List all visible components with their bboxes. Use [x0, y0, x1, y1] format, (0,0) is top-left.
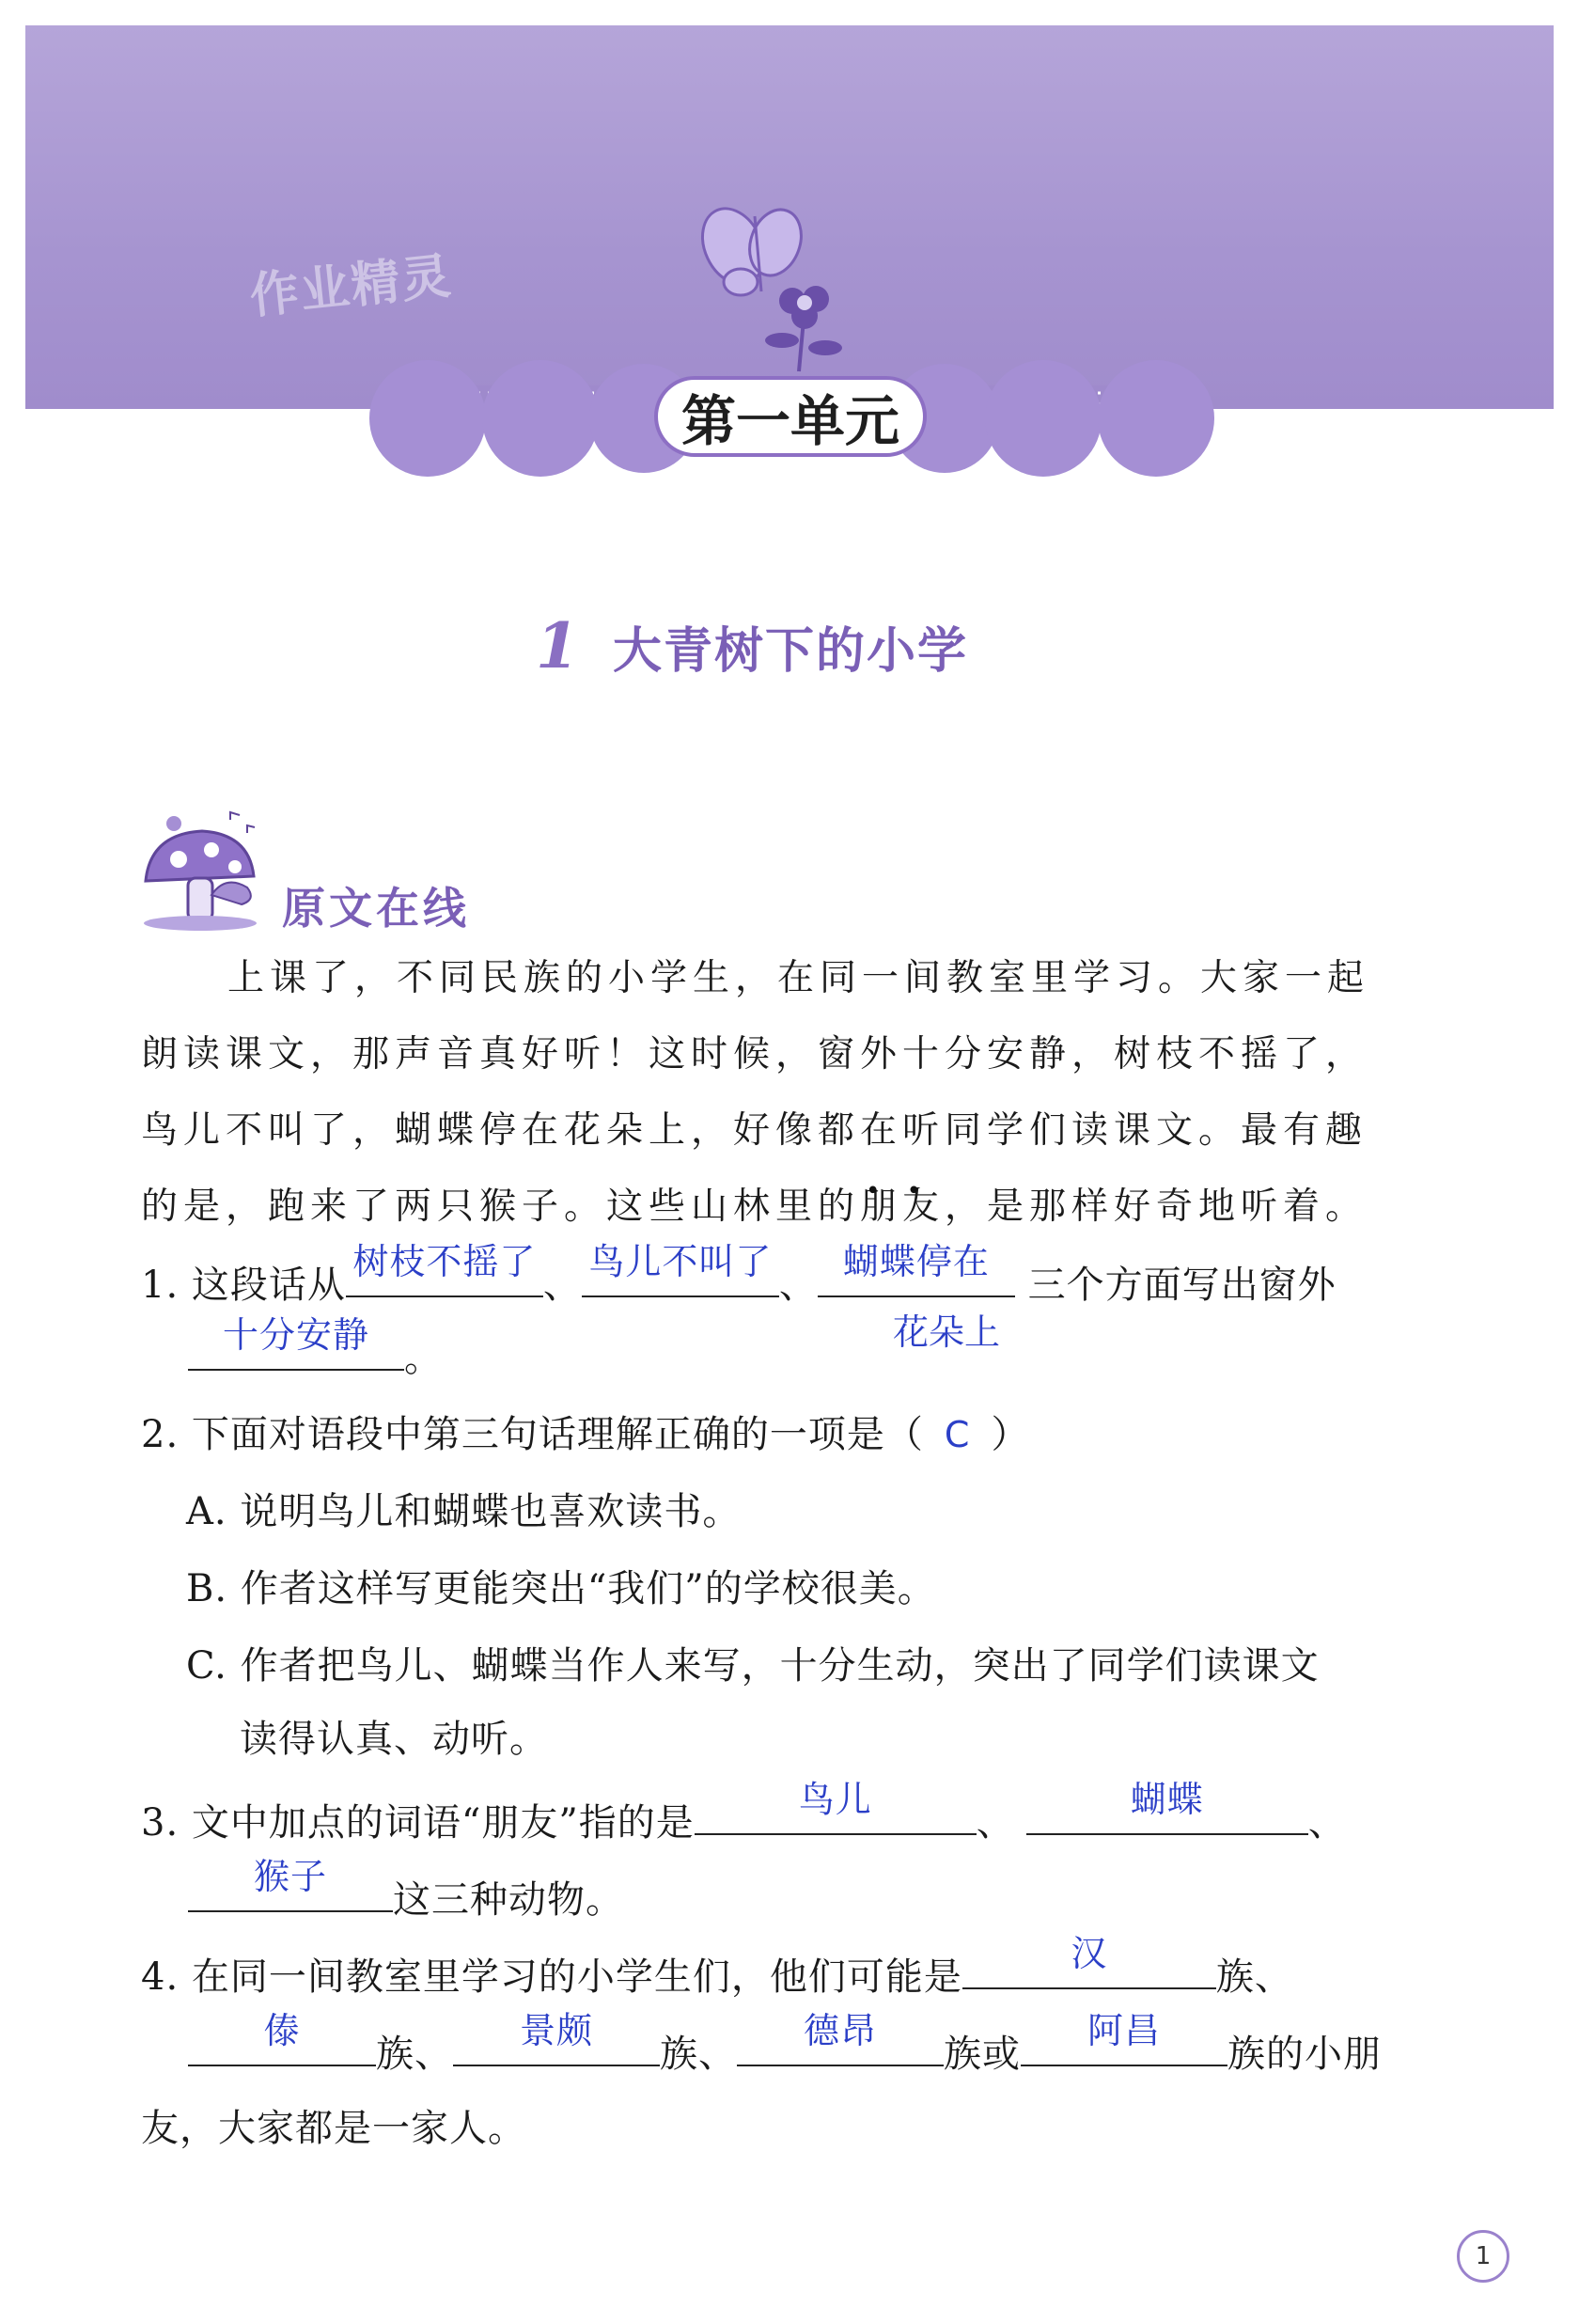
handwritten-answer: 蝴蝶: [1130, 1779, 1204, 1820]
unit-title: 第一单元: [654, 376, 927, 457]
page-number: 1: [1457, 2230, 1509, 2283]
question-text: 、: [1307, 1801, 1347, 1845]
option-b: B. 作者这样写更能突出“我们”的学校很美。: [186, 1567, 936, 1610]
handwritten-answer: 十分安静: [222, 1314, 369, 1356]
option-c-continued: 读得认真、动听。: [240, 1718, 548, 1761]
butterfly-icon: [691, 198, 810, 295]
answer-blank[interactable]: [737, 2010, 944, 2066]
question-text: 族、: [660, 2033, 737, 2076]
question-text: 三个方面写出窗外: [1027, 1264, 1337, 1307]
passage-text: 的是，跑来了两只猴子。这些山林里的: [141, 1186, 861, 1228]
handwritten-answer: 蝴蝶停在: [842, 1241, 990, 1282]
answer-blank[interactable]: [1026, 1779, 1308, 1835]
answer-blank[interactable]: [453, 2010, 660, 2066]
option-c: C. 作者把鸟儿、蝴蝶当作人来写，十分生动，突出了同学们读课文: [186, 1644, 1320, 1688]
passage-line: 朗读课文，那声音真好听！这时候，窗外十分安静，树枝不摇了，: [141, 1033, 1368, 1076]
answer-blank[interactable]: [188, 2010, 376, 2066]
question-text: 族的小朋: [1227, 2033, 1382, 2076]
lesson-title: [536, 609, 968, 683]
answer-blank[interactable]: [1021, 2010, 1227, 2066]
question-1: [141, 1241, 1337, 1310]
question-text: 族、: [1215, 1955, 1293, 1999]
handwritten-answer: 鸟儿: [798, 1779, 872, 1820]
question-4-continued: [188, 2010, 1382, 2079]
handwritten-answer: 景颇: [519, 2010, 593, 2051]
question-text: 、: [976, 1801, 1015, 1845]
handwritten-answer: 阿昌: [1087, 2010, 1161, 2051]
option-a: A. 说明鸟儿和蝴蝶也喜欢读书。: [186, 1490, 742, 1533]
question-text: 1. 这段话从: [141, 1264, 346, 1307]
section-heading: 原文在线: [282, 883, 470, 934]
question-text: ）: [991, 1413, 1030, 1456]
handwritten-answer: 花朵上: [893, 1311, 1001, 1353]
answer-blank[interactable]: [188, 1314, 404, 1371]
handwritten-answer: 傣: [263, 2010, 301, 2051]
question-3-continued: [188, 1856, 624, 1924]
watermark-text: 作业精灵: [247, 247, 456, 326]
answer-blank[interactable]: [818, 1241, 1015, 1297]
question-text: 4. 在同一间教室里学习的小学生们，他们可能是: [141, 1955, 962, 1999]
question-text: 族、: [376, 2033, 453, 2076]
question-1-continued: [188, 1314, 443, 1383]
question-text: 3. 文中加点的词语“朋友”指的是: [141, 1801, 695, 1845]
lesson-name: 大青树下的小学: [612, 623, 968, 680]
question-4-last-line: 友，大家都是一家人。: [141, 2107, 526, 2150]
flower-icon: [765, 286, 842, 371]
question-text: 。: [404, 1337, 443, 1380]
mushroom-icon: [136, 810, 277, 933]
question-text: 、: [778, 1264, 818, 1307]
passage-line: 鸟儿不叫了，蝴蝶停在花朵上，好像都在听同学们读课文。最有趣: [141, 1109, 1368, 1152]
question-text: 这三种动物。: [393, 1878, 624, 1922]
answer-blank[interactable]: [962, 1933, 1216, 1989]
handwritten-answer: 德昂: [803, 2010, 877, 2051]
answer-blank[interactable]: [695, 1779, 977, 1835]
handwritten-answer: C: [944, 1414, 971, 1455]
question-text: 2. 下面对语段中第三句话理解正确的一项是（: [141, 1413, 924, 1456]
handwritten-answer: 树枝不摇了: [352, 1241, 537, 1282]
question-text: 、: [542, 1264, 582, 1307]
dotted-word: • • 朋友: [860, 1186, 945, 1228]
passage-line: [141, 1169, 1457, 1245]
question-2: [141, 1410, 1029, 1459]
passage: [141, 940, 1457, 1245]
answer-blank[interactable]: [582, 1241, 779, 1297]
handwritten-answer: 猴子: [253, 1856, 327, 1897]
answer-blank[interactable]: [188, 1856, 393, 1912]
handwritten-answer: 鸟儿不叫了: [588, 1241, 773, 1282]
answer-blank[interactable]: [346, 1241, 543, 1297]
passage-text: ，是那样好奇地听着。: [945, 1186, 1368, 1228]
passage-line: 上课了，不同民族的小学生，在同一间教室里学习。大家一起: [227, 957, 1370, 999]
lesson-number: 1: [536, 609, 579, 683]
question-4: [141, 1933, 1293, 2002]
question-3: [141, 1779, 1347, 1847]
question-text: 族或: [944, 2033, 1021, 2076]
handwritten-answer: 汉: [1071, 1933, 1108, 1974]
